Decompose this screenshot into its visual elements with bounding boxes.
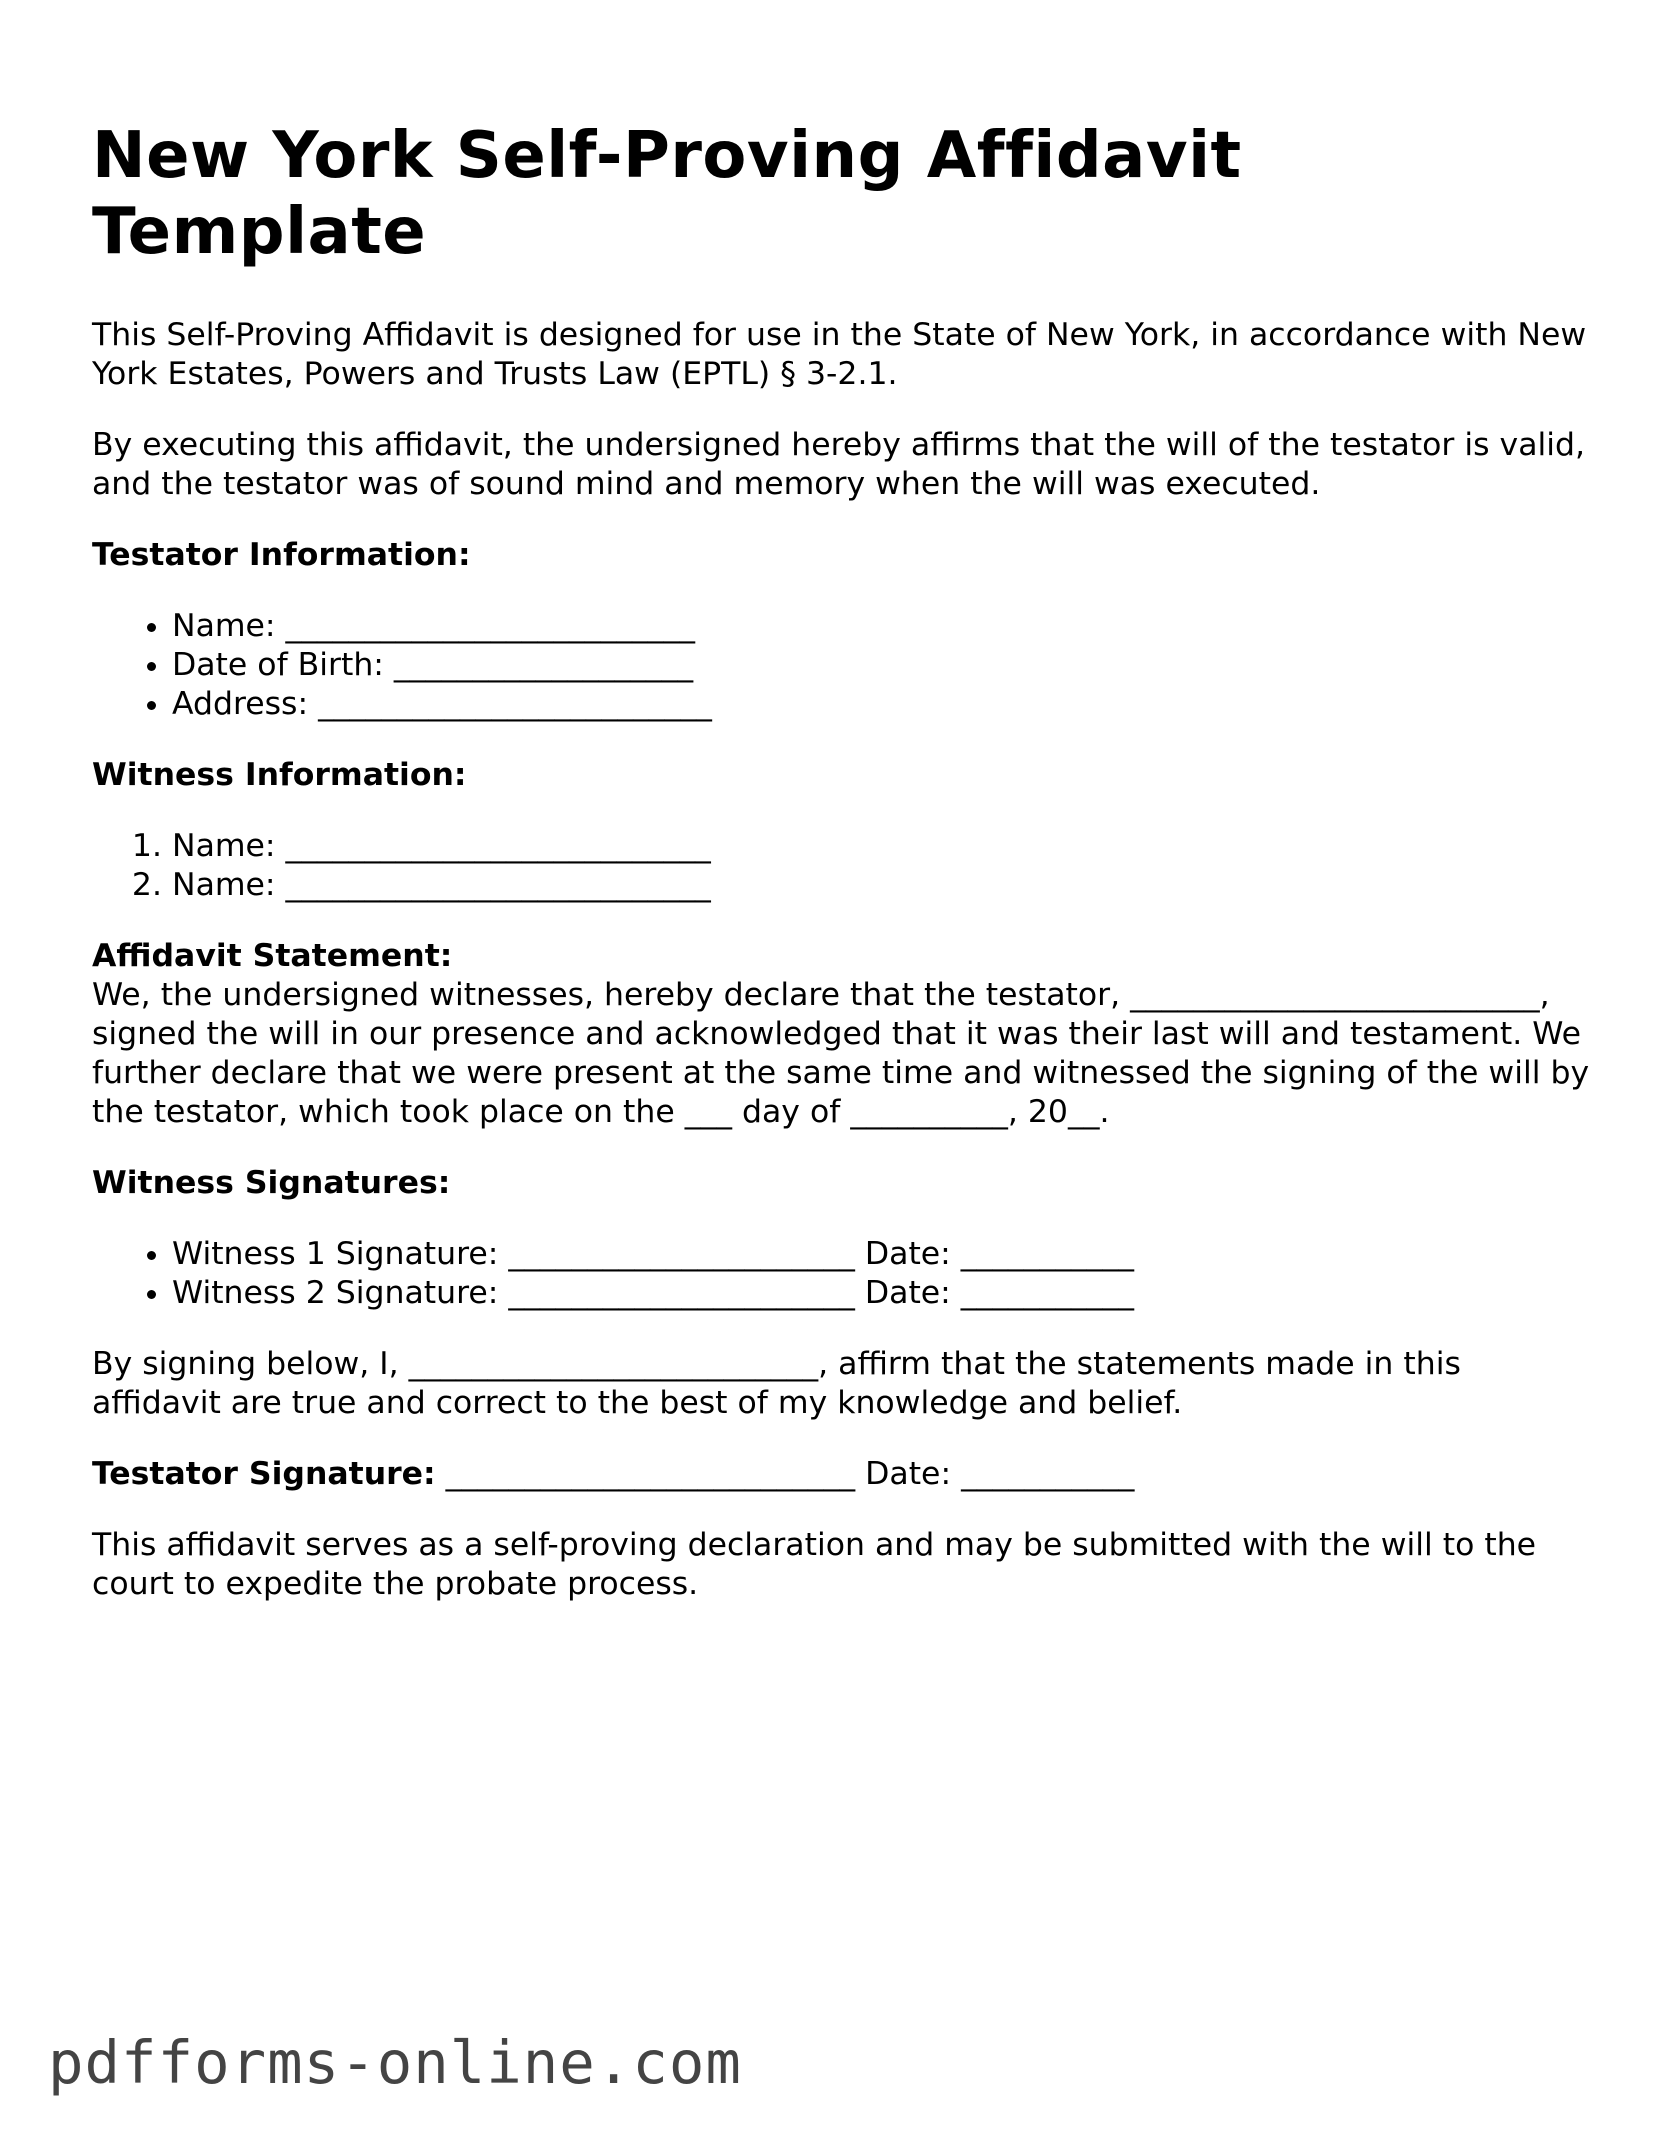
intro-paragraph-1: This Self-Proving Affidavit is designed for use in the State of New York, in accordance with New York Estates, Powers and Trusts Law (EPTL) § 3-2.1. [92, 317, 1587, 392]
testator-signature-line [92, 1455, 1592, 1494]
watermark-text: pdfforms-online.com [48, 2028, 742, 2097]
witness-2-name-field: 2. Name: ___________________________ [172, 866, 1592, 905]
witness-signatures-heading: Witness Signatures: [92, 1165, 451, 1201]
witness-info-heading: Witness Information: [92, 757, 467, 793]
testator-address-field: • Address: _________________________ [172, 685, 1592, 724]
document-page [92, 118, 1592, 1636]
testator-info-list [92, 607, 1592, 724]
testator-signature-blank: __________________________ Date: ___________ [435, 1456, 1135, 1492]
closing-paragraph: This affidavit serves as a self-proving declaration and may be submitted with the will to the court to expedite the probate process. [92, 1527, 1537, 1602]
document-title: New York Self-Proving Affidavit Template [92, 119, 1242, 269]
testator-name-field: • Name: __________________________ [172, 607, 1592, 646]
affidavit-statement [92, 937, 1592, 1132]
affidavit-statement-text: We, the undersigned witnesses, hereby declare that the testator, __________________________, signed the will in our presence and acknowledged that it was their last will and testament. We further declare that we were present at the same time and witnessed the signing of the will by the testator, which took place on the ___ day of __________, 20__. [92, 977, 1590, 1130]
intro-paragraph-2: By executing this affidavit, the undersigned hereby affirms that the will of the testator is valid, and the testator was of sound mind and memory when the will was executed. [92, 427, 1586, 502]
witness-1-name-field: 1. Name: ___________________________ [172, 827, 1592, 866]
affidavit-statement-heading: Affidavit Statement: [92, 938, 453, 974]
witness-signatures-list [92, 1235, 1592, 1313]
testator-signature-label: Testator Signature: [92, 1456, 436, 1492]
affirmation-paragraph: By signing below, I, __________________________, affirm that the statements made in this affidavit are true and correct to the best of my knowledge and belief. [92, 1346, 1461, 1421]
witness-2-signature-line: • Witness 2 Signature: ______________________ Date: ___________ [172, 1274, 1592, 1313]
testator-dob-field: • Date of Birth: ___________________ [172, 646, 1592, 685]
witness-1-signature-line: • Witness 1 Signature: ______________________ Date: ___________ [172, 1235, 1592, 1274]
testator-info-heading: Testator Information: [92, 537, 471, 573]
witness-info-list [92, 827, 1592, 905]
